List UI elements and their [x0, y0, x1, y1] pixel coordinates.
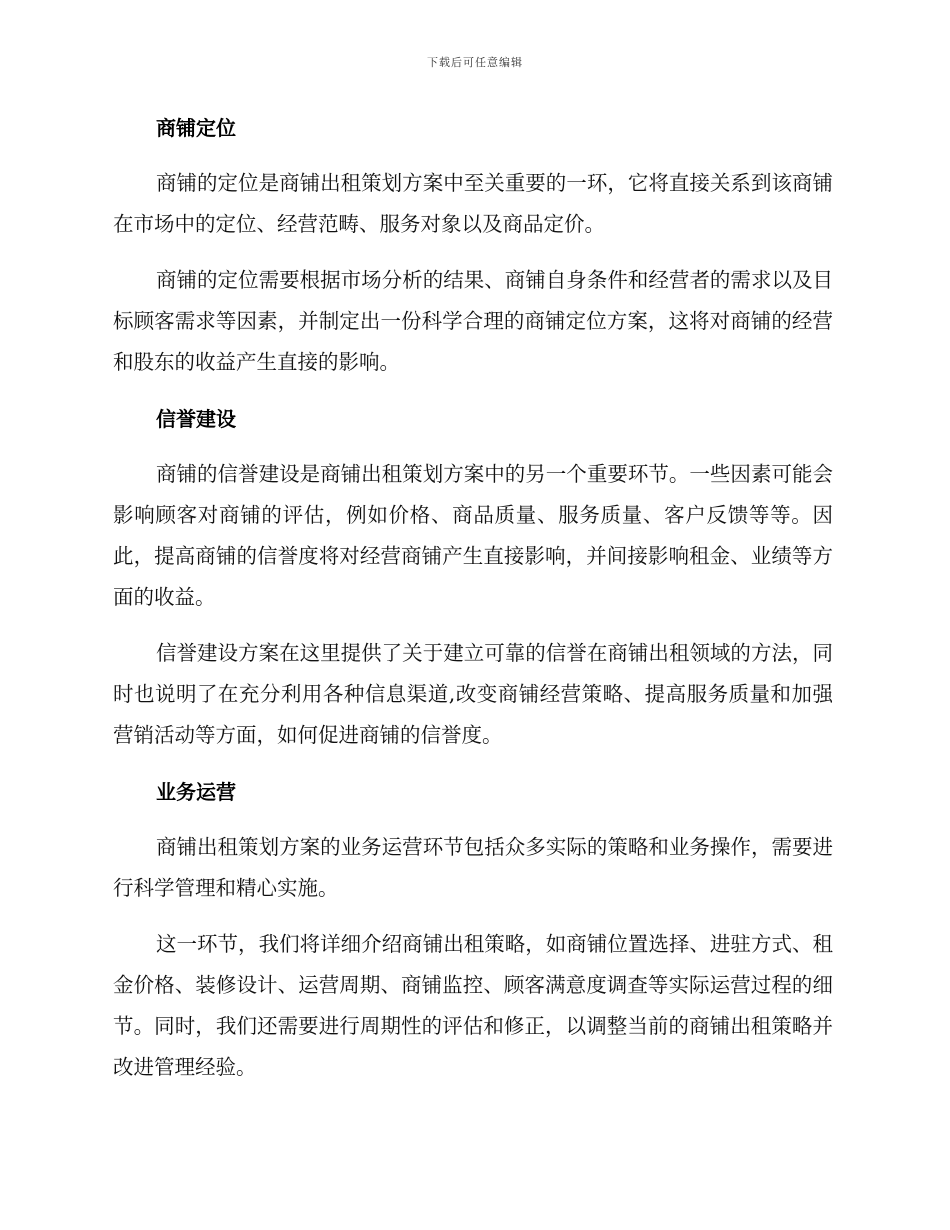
paragraph: 商铺的信誉建设是商铺出租策划方案中的另一个重要环节。一些因素可能会影响顾客对商铺的评估，例如价格、商品质量、服务质量、客户反馈等等。因此，提高商铺的信誉度将对经营商铺产生直接影响，并间接影响租金、业绩等方面的收益。 — [113, 462, 833, 609]
paragraph: 信誉建设方案在这里提供了关于建立可靠的信誉在商铺出租领域的方法，同时也说明了在充分利用各种信息渠道,改变商铺经营策略、提高服务质量和加强营销活动等方面，如何促进商铺的信誉度。 — [113, 641, 833, 747]
section-heading-reputation: 信誉建设 — [156, 407, 236, 431]
section-heading-operations: 业务运营 — [156, 780, 236, 804]
paragraph: 商铺的定位需要根据市场分析的结果、商铺自身条件和经营者的需求以及目标顾客需求等因素，并制定出一份科学合理的商铺定位方案，这将对商铺的经营和股东的收益产生直接的影响。 — [113, 268, 833, 374]
page-header: 下载后可任意编辑 — [427, 56, 523, 69]
document-body — [113, 110, 833, 1088]
paragraph: 这一环节，我们将详细介绍商铺出租策略，如商铺位置选择、进驻方式、租金价格、装修设计、运营周期、商铺监控、顾客满意度调查等实际运营过程的细节。同时，我们还需要进行周期性的评估和修正，以调整当前的商铺出租策略并改进管理经验。 — [113, 932, 833, 1079]
paragraph: 商铺的定位是商铺出租策划方案中至关重要的一环，它将直接关系到该商铺在市场中的定位、经营范畴、服务对象以及商品定价。 — [113, 171, 833, 236]
paragraph: 商铺出租策划方案的业务运营环节包括众多实际的策略和业务操作，需要进行科学管理和精心实施。 — [113, 835, 833, 900]
section-heading-positioning: 商铺定位 — [156, 116, 236, 140]
